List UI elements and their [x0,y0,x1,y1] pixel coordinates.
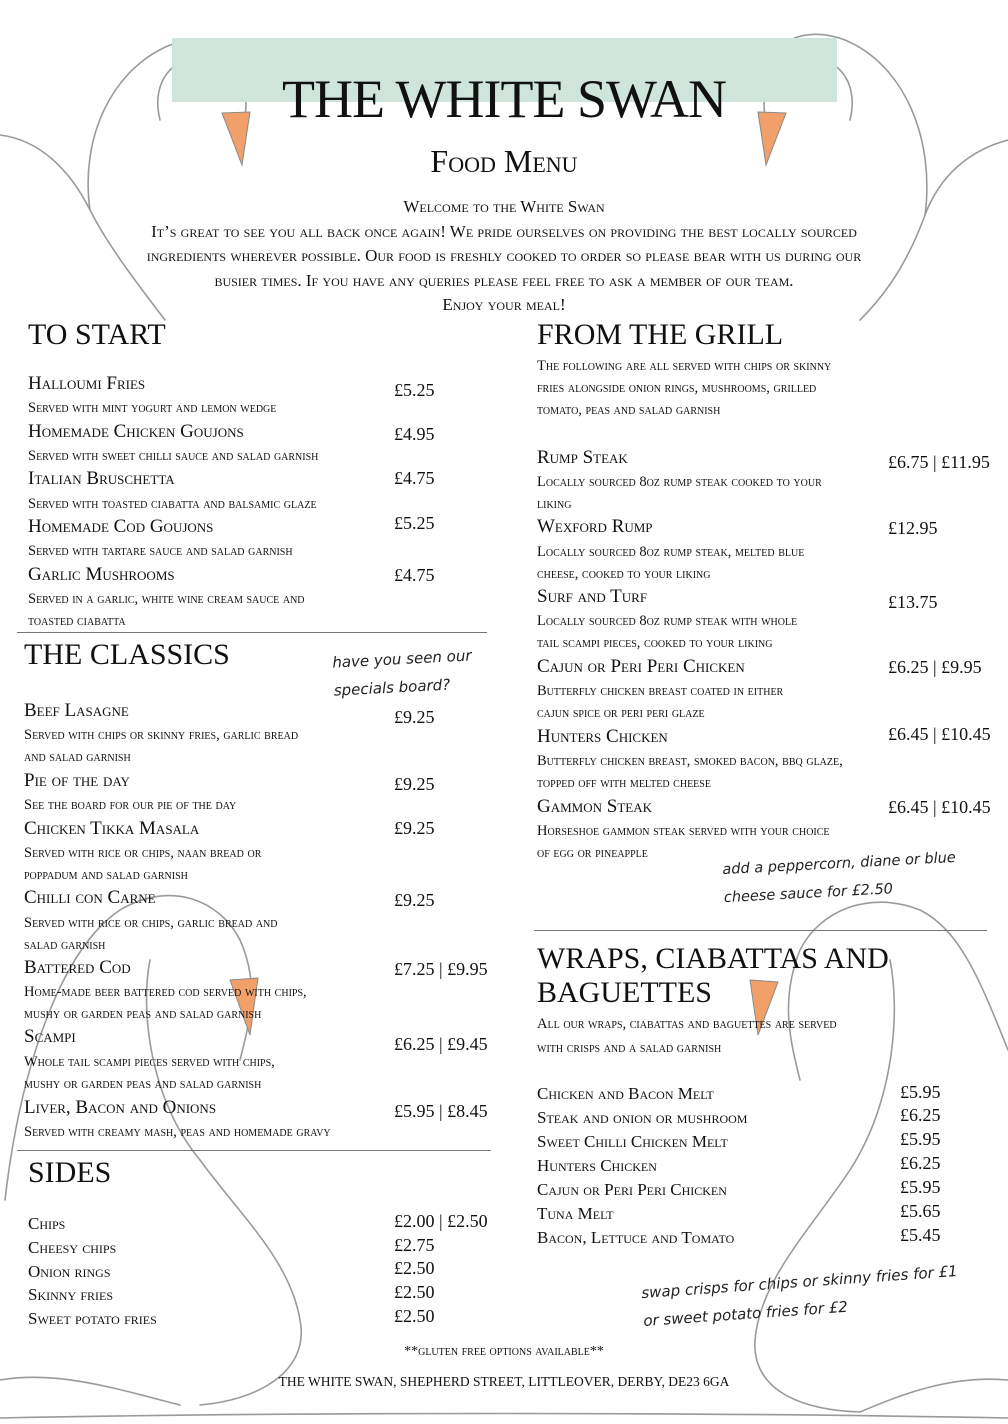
welcome-text [90,195,918,318]
intro-line: tomato, peas and salad garnish [537,402,721,418]
menu-item-desc: topped off with melted cheese [537,775,711,791]
menu-item-desc: Served with rice or chips, naan bread or [24,845,262,861]
wrap-item-price: £5.95 [900,1177,941,1197]
wrap-item-price: £6.25 [900,1153,941,1173]
menu-item-desc: tail scampi pieces, cooked to your liking [537,635,773,651]
section-divider [17,632,487,633]
section-heading-to-start: TO START [28,318,166,351]
menu-item-desc: mushy or garden peas and salad garnish [24,1076,262,1092]
wrap-item-price: £5.65 [900,1201,941,1221]
menu-item-desc: Served with toasted ciabatta and balsamic glaze [28,496,317,512]
menu-item-price: £5.95 | £8.45 [394,1101,488,1121]
menu-item-price: £9.25 [394,890,435,910]
menu-item-name: Gammon Steak [537,796,652,817]
wrap-item-name: Steak and onion or mushroom [537,1108,748,1127]
menu-item-name: Chilli con Carne [24,887,156,908]
menu-item-name: Battered Cod [24,957,131,978]
menu-item-desc: Horseshoe gammon steak served with your choice [537,823,830,839]
side-item-price: £2.50 [394,1306,435,1326]
welcome-line: Enjoy your meal! [442,295,566,314]
wrap-item-name: Sweet Chilli Chicken Melt [537,1132,728,1151]
section-heading-classics: THE CLASSICS [24,638,230,671]
menu-item-desc: toasted ciabatta [28,613,126,629]
wrap-item-price: £5.95 [900,1129,941,1149]
menu-item-price: £4.75 [394,565,435,585]
welcome-line: Welcome to the White Swan [403,197,605,216]
menu-item-desc: of egg or pineapple [537,845,648,861]
welcome-line: ingredients wherever possible. Our food is freshly cooked to order so please bear with us during our [146,246,862,265]
side-item-price: £2.75 [394,1235,435,1255]
menu-item-desc: Served with sweet chilli sauce and salad garnish [28,448,319,464]
section-divider [534,930,987,931]
wrap-item-name: Tuna Melt [537,1204,614,1223]
menu-item-desc: and salad garnish [24,749,131,765]
menu-item-price: £5.25 [394,380,435,400]
menu-item-price: £9.25 [394,774,435,794]
side-item-name: Sweet potato fries [28,1309,157,1328]
menu-item-desc: salad garnish [24,937,106,953]
menu-item-price: £6.75 | £11.95 [888,452,990,472]
wrap-item-name: Chicken and Bacon Melt [537,1084,714,1103]
menu-item-price: £7.25 | £9.95 [394,959,488,979]
menu-item-desc: See the board for our pie of the day [24,797,237,813]
handwritten-line: have you seen our [331,646,472,672]
menu-item-price: £13.75 [888,592,938,612]
address: THE WHITE SWAN, SHEPHERD STREET, LITTLEOVER, DERBY, DE23 6GA [278,1374,730,1389]
menu-item-name: Halloumi Fries [28,373,146,394]
menu-item-desc: Butterfly chicken breast, smoked bacon, bbq glaze, [537,753,843,769]
menu-item-name: Homemade Chicken Goujons [28,421,244,442]
intro-line: All our wraps, ciabattas and baguettes are served [537,1016,837,1032]
menu-item-desc: cheese, cooked to your liking [537,566,711,582]
menu-item-desc: Served with chips or skinny fries, garlic bread [24,727,299,743]
menu-item-name: Garlic Mushrooms [28,564,175,585]
menu-item-desc: liking [537,496,572,512]
menu-item-name: Liver, Bacon and Onions [24,1097,217,1118]
welcome-line: It’s great to see you all back once again! We pride ourselves on providing the best locally sourced [151,221,857,241]
intro-line: with crisps and a salad garnish [537,1040,722,1056]
side-item-name: Onion rings [28,1262,111,1281]
menu-item-desc: mushy or garden peas and salad garnish [24,1006,262,1022]
menu-item-desc: Served with mint yogurt and lemon wedge [28,400,277,416]
menu-item-name: Pie of the day [24,770,130,791]
menu-item-desc: Whole tail scampi pieces served with chips, [24,1054,275,1070]
menu-item-desc: Served with creamy mash, peas and homemade gravy [24,1124,331,1140]
menu-item-price: £12.95 [888,518,938,538]
side-item-price: £2.50 [394,1258,435,1278]
menu-item-desc: Served in a garlic, white wine cream sauce and [28,591,305,607]
menu-item-name: Hunters Chicken [537,726,668,747]
menu-item-price: £4.95 [394,424,435,444]
menu-item-price: £9.25 [394,818,435,838]
section-heading-sides: SIDES [28,1156,112,1189]
menu-item-name: Italian Bruschetta [28,468,175,489]
menu-item-name: Wexford Rump [537,516,653,537]
heading-line: WRAPS, CIABATTAS AND [537,942,889,975]
menu-item-desc: Locally sourced 8oz rump steak cooked to your [537,474,822,490]
handwritten-line: cheese sauce for £2.50 [723,881,894,907]
menu-item-desc: Served with rice or chips, garlic bread and [24,915,278,931]
menu-item-name: Rump Steak [537,447,628,468]
menu-item-desc: Home-made beer battered cod served with chips, [24,984,307,1000]
menu-item-name: Homemade Cod Goujons [28,516,214,537]
wrap-item-price: £5.95 [900,1082,941,1102]
side-item-price: £2.00 | £2.50 [394,1211,488,1231]
section-heading-grill: FROM THE GRILL [537,318,784,351]
menu-item-desc: cajun spice or peri peri glaze [537,705,705,721]
section-intro [537,355,831,421]
page-subtitle: Food Menu [430,143,578,179]
side-item-name: Skinny fries [28,1285,114,1304]
section-divider [17,1150,491,1151]
menu-item-name: Cajun or Peri Peri Chicken [537,656,745,677]
side-item-name: Chips [28,1214,66,1233]
side-item-price: £2.50 [394,1282,435,1302]
menu-item-price: £5.25 [394,513,435,533]
menu-item-price: £6.45 | £10.45 [888,724,991,744]
menu-item-name: Beef Lasagne [24,700,129,721]
menu-item-price: £9.25 [394,707,435,727]
section-heading-wraps [537,942,889,1010]
menu-item-price: £6.25 | £9.95 [888,657,982,677]
section-intro [537,1012,837,1060]
menu-item-desc: Served with tartare sauce and salad garnish [28,543,293,559]
specials-board-note [332,641,474,704]
menu-item-desc: poppadum and salad garnish [24,867,188,883]
wrap-item-name: Cajun or Peri Peri Chicken [537,1180,727,1199]
menu-item-name: Chicken Tikka Masala [24,818,200,839]
wrap-item-price: £6.25 [900,1105,941,1125]
heading-line: BAGUETTES [537,976,712,1009]
menu-item-price: £6.45 | £10.45 [888,797,991,817]
gluten-free-note: **gluten free options available** [404,1344,604,1359]
menu-item-desc: Locally sourced 8oz rump steak with whole [537,613,798,629]
intro-line: fries alongside onion rings, mushrooms, grilled [537,380,817,396]
handwritten-line: add a peppercorn, diane or blue [722,849,957,879]
page-title: THE WHITE SWAN [282,69,726,129]
handwritten-line: swap crisps for chips or skinny fries for £1 [640,1262,959,1303]
handwritten-line: or sweet potato fries for £2 [642,1297,849,1330]
wrap-item-name: Bacon, Lettuce and Tomato [537,1228,735,1247]
menu-item-desc: Locally sourced 8oz rump steak, melted blue [537,544,805,560]
menu-item-desc: Butterfly chicken breast coated in either [537,683,784,699]
menu-item-name: Scampi [24,1026,76,1047]
menu-item-price: £4.75 [394,468,435,488]
intro-line: The following are all served with chips or skinny [537,358,832,374]
menu-item-name: Surf and Turf [537,586,648,607]
wrap-item-price: £5.45 [900,1225,941,1245]
side-item-name: Cheesy chips [28,1238,117,1257]
welcome-line: busier times. If you have any queries please feel free to ask a member of our team. [214,270,794,290]
menu-item-price: £6.25 | £9.45 [394,1034,488,1054]
handwritten-line: specials board? [333,675,451,700]
wrap-item-name: Hunters Chicken [537,1156,657,1175]
